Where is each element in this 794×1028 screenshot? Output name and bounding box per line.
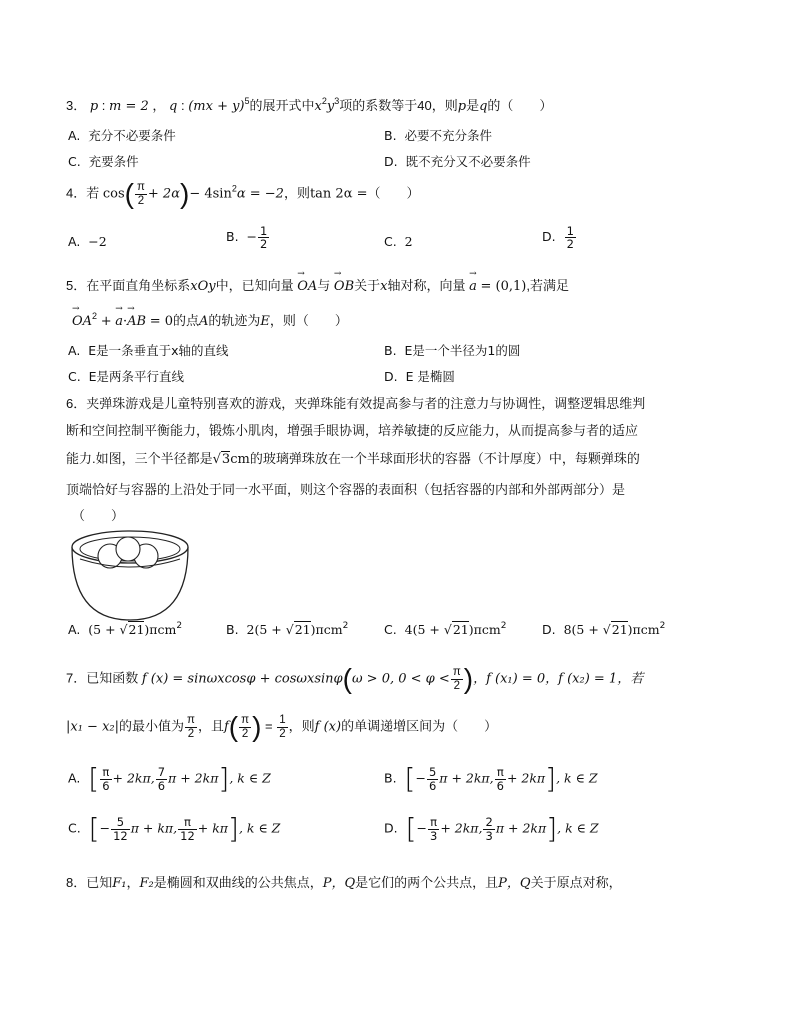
- q3-option-b[interactable]: B. 必要不充分条件: [384, 128, 493, 143]
- q6-stem-line5: （ ）: [72, 508, 125, 523]
- q5-option-b[interactable]: B. E是一个半径为1的圆: [384, 343, 521, 358]
- q3-option-c[interactable]: C. 充要条件: [68, 154, 139, 169]
- q4-option-b[interactable]: B. − $\frac{1}{2}$: [226, 224, 268, 252]
- q7-option-c[interactable]: C. [− $\frac{5}{12}$ π + kπ, $\frac{\pi}{12}$ + kπ], k ∈ Z: [68, 812, 281, 845]
- q3-stem: 3． p : m = 2 ， q : (mx + y)$^5$的展开式中$x^2y^3$项的系数等于40，则p是q的（ ）: [66, 96, 553, 114]
- q6-stem-line4: 顶端恰好与容器的上沿处于同一水平面，则这个容器的表面积（包括容器的内部和外部两部分）是: [66, 482, 626, 497]
- q6-option-d[interactable]: D. 8(5 + √21)πcm$^2$: [542, 621, 666, 637]
- q7-option-d[interactable]: D. [− $\frac{\pi}{3}$ + 2kπ, $\frac{2}{3}$ π + 2kπ], k ∈ Z: [384, 812, 599, 845]
- q4-stem: 4．若 cos( $\frac{\pi}{2}$ + $2\alpha)- 4\sin^2\alpha = -2$，则tan 2α =（ ）: [66, 178, 420, 209]
- q4-option-a[interactable]: A. −2: [68, 234, 107, 249]
- q5-option-a[interactable]: A. E是一条垂直于x轴的直线: [68, 343, 229, 358]
- q6-option-a[interactable]: A. (5 + √21)πcm$^2$: [68, 621, 183, 637]
- q6-stem-line2: 断和空间控制平衡能力，锻炼小肌肉，增强手眼协调，培养敏捷的反应能力，从而提高参与者的适应: [66, 423, 639, 438]
- q7-option-b[interactable]: B. [− $\frac{5}{6}$ π + 2kπ, $\frac{\pi}{6}$ + 2kπ], k ∈ Z: [384, 762, 598, 795]
- q5-stem-line1: 5．在平面直角坐标系xOy中，已知向量 → OA与 → OB关于x轴对称，向量 → a = (0,1),若满足: [66, 275, 569, 294]
- q7-option-a[interactable]: A. [ $\frac{\pi}{6}$ + 2kπ, $\frac{7}{6}$ π + 2kπ], k ∈ Z: [68, 762, 271, 795]
- q4-option-d[interactable]: D. $\frac{1}{2}$: [542, 224, 574, 252]
- q6-stem-line1: 6．夹弹珠游戏是儿童特别喜欢的游戏，夹弹珠能有效提高参与者的注意力与协调性，调整逻辑思维判: [66, 396, 646, 411]
- q8-stem: 8．已知F₁，F₂是椭圆和双曲线的公共焦点，P，Q是它们的两个公共点，且P，Q关于原点对称，: [66, 875, 622, 891]
- q6-option-c[interactable]: C. 4(5 + √21)πcm$^2$: [384, 621, 507, 637]
- q3-option-d[interactable]: D. 既不充分又不必要条件: [384, 154, 531, 169]
- q6-option-b[interactable]: B. 2(5 + √21)πcm$^2$: [226, 621, 349, 637]
- q5-option-d[interactable]: D. E 是椭圆: [384, 369, 455, 384]
- q3-option-a[interactable]: A. 充分不必要条件: [68, 128, 176, 143]
- bowl-figure: [70, 525, 190, 625]
- q7-stem-line2: |x₁ − x₂|的最小值为 $\frac{\pi}{2}$ ，且f( $\frac{\pi}{2}$ ) = $\frac{1}{2}$ ，则f (x)的单调递增区间为（ ）: [66, 711, 498, 742]
- marble-back: [116, 537, 140, 561]
- q5-option-c[interactable]: C. E是两条平行直线: [68, 369, 185, 384]
- q4-option-c[interactable]: C. 2: [384, 234, 413, 249]
- q7-stem-line1: 7．已知函数 f (x) = sinωxcosφ + cosωxsinφ(ω > 0, 0 < φ < $\frac{\pi}{2}$ )，f (x₁) = 0，f (x₂) = 1，若: [66, 663, 644, 694]
- q5-stem-line2: → $OA^2$ + → a·→ AB = 0的点A的轨迹为E，则（ ）: [72, 310, 348, 329]
- q6-stem-line3: 能力.如图，三个半径都是√3cm的玻璃弹珠放在一个半球面形状的容器（不计厚度）中，每颗弹珠的: [66, 451, 640, 467]
